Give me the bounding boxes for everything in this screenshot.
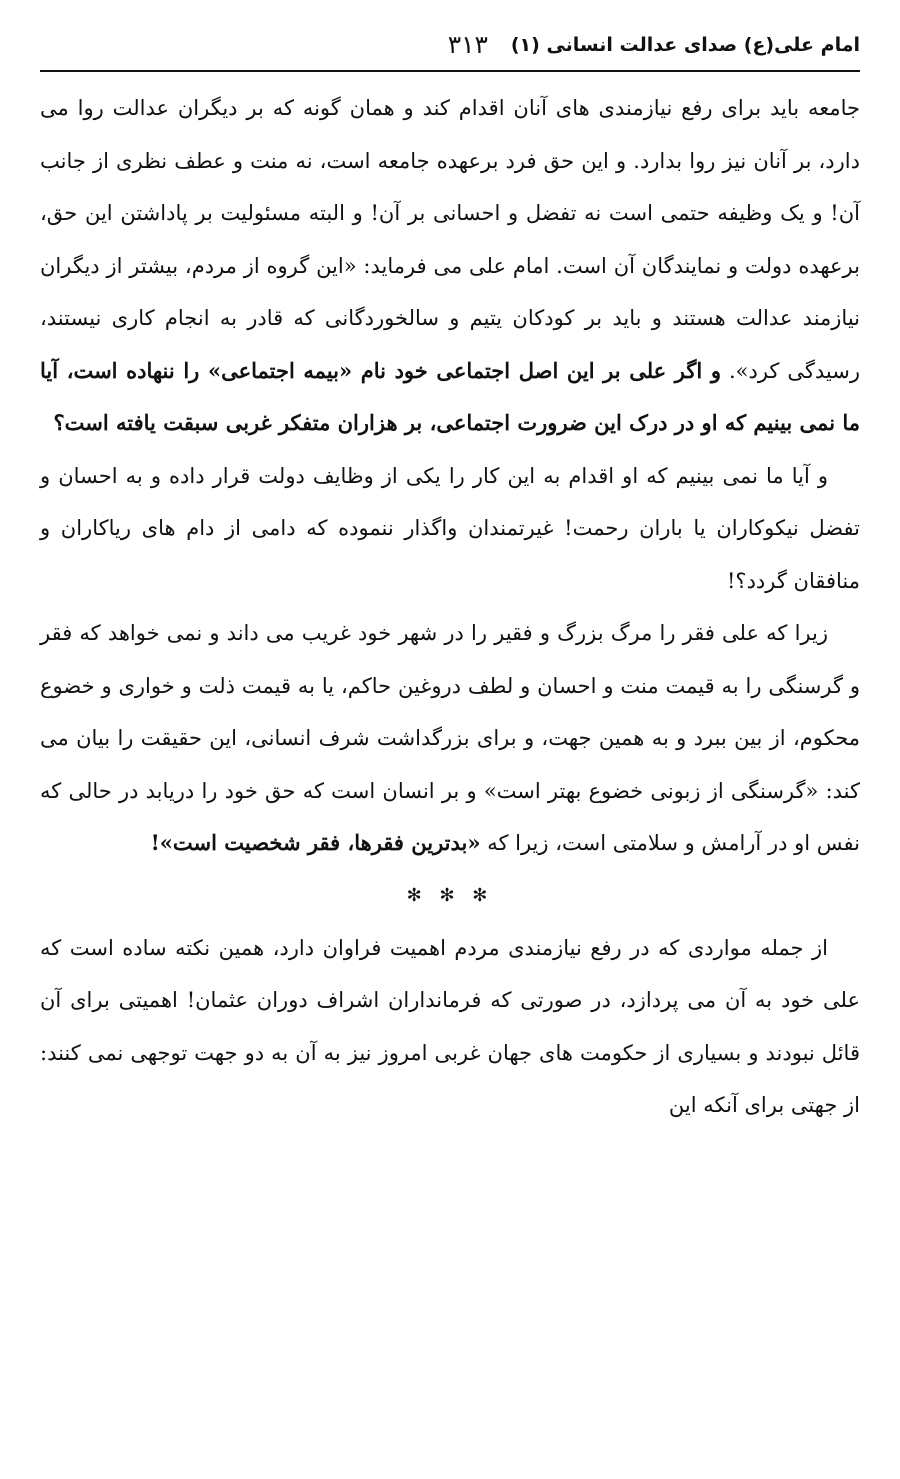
paragraph-3-bold: «بدترین فقرها، فقر شخصیت است»!	[150, 830, 481, 855]
paragraph-1-text: جامعه باید برای رفع نیازمندی های آنان اقدام کند و همان گونه که بر دیگران عدالت روا می دارد، بر آنان نیز روا بدارد. و این حق فرد برعهده جامعه است، نه منت و عطف نظری از جانب آن! و یک وظیفه حتمی است نه تفضل و احسانی بر آن! و البته مسئولیت بر پاداشتن این حق، برعهده دولت و نمایندگان آن است. امام علی می فرماید: «این گروه از مردم، بیشتر از دیگران نیازمند عدالت هستند و باید بر کودکان یتیم و سالخوردگانی که قادر به انجام کاری نیستند، رسیدگی کرد».	[40, 96, 860, 383]
running-title: امام علی(ع) صدای عدالت انسانی (۱)	[510, 34, 860, 56]
paragraph-1	[40, 82, 860, 450]
page-number: ۳۱۳	[447, 30, 488, 59]
section-separator: ✻ ✻ ✻	[406, 884, 494, 906]
page-header	[40, 28, 860, 72]
paragraph-2: و آیا ما نمی بینیم که او اقدام به این کار را یکی از وظایف دولت قرار داده و به احسان و تفضل نیکوکاران یا باران رحمت! غیرتمندان واگذار ننموده که دامی از دام های ریاکاران و منافقان گردد؟!	[40, 463, 860, 593]
paragraph-3	[40, 607, 860, 870]
paragraph-1-bold: و اگر علی بر این اصل اجتماعی خود نام «بیمه اجتماعی» را ننهاده است، آیا ما نمی بینیم که او در درک این ضرورت اجتماعی، بر هزاران متفکر غربی سبقت یافته است؟	[40, 357, 860, 435]
paragraph-3-text: زیرا که علی فقر را مرگ بزرگ و فقیر را در شهر خود غریب می داند و نمی خواهد که فقر و گرسنگی را به قیمت منت و احسان و لطف دروغین حاکم، یا به قیمت ذلت و خواری و خضوع محکوم، از بین ببرد و به همین جهت، و برای بزرگداشت شرف انسانی، این حقیقت را بیان می کند: «گرسنگی از زبونی خضوع بهتر است» و بر انسان است که حق خود را دریابد در حالی که نفس او در آرامش و سلامتی است، زیرا که	[40, 621, 861, 855]
book-page	[40, 28, 860, 1132]
page-body	[40, 82, 860, 1132]
paragraph-4: از جمله مواردی که در رفع نیازمندی مردم اهمیت فراوان دارد، همین نکته ساده است که علی خود به آن می پردازد، در صورتی که فرمانداران اشراف دوران عثمان! اهمیتی برای آن قائل نبودند و بسیاری از حکومت های جهان غربی امروز نیز به آن به دو جهت توجهی نمی کنند: از جهتی برای آنکه این	[40, 935, 860, 1117]
